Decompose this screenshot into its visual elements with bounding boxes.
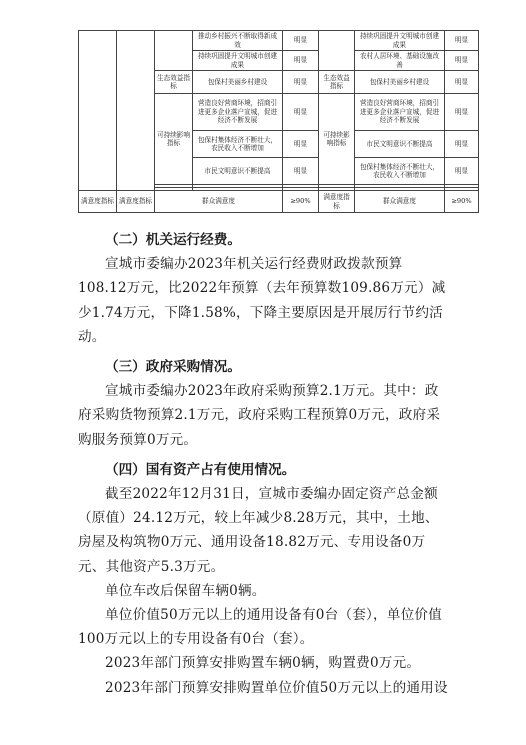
document-body: [78, 228, 450, 700]
performance-indicator-table: [78, 30, 479, 213]
performance-table-container: [78, 30, 472, 213]
table-row: [79, 31, 479, 51]
table-cell: 明显: [445, 158, 479, 185]
table-cell: 明显: [283, 131, 319, 158]
table-cell: 包保村美丽乡村建设: [355, 71, 445, 94]
table-cell: 明显: [445, 131, 479, 158]
table-cell: 群众满意度: [355, 191, 445, 213]
table-cell: 明显: [283, 94, 319, 131]
table-cell: 包保村集体经济不断壮大，农民收入不断增加: [355, 158, 445, 185]
table-cell: ≥90%: [283, 191, 319, 213]
table-cell: 推动乡村振兴不断取得新成效: [193, 31, 283, 51]
table-cell: 生态效益指标: [319, 71, 355, 94]
paragraph-operating-costs: 宣城市委编办2023年机关运行经费财政拨款预算108.12万元，比2022年预算（去年预算数109.86万元）减少1.74万元，下降1.58%，下降主要原因是开展厉行节约活动。: [78, 256, 446, 345]
table-cell: 持续巩固提升文明城市创建成果: [193, 51, 283, 71]
paragraph-equipment: 单位价值50万元以上的通用设备有0台（套），单位价值100万元以上的专用设备有0台（套）。: [78, 607, 443, 648]
table-cell: 明显: [283, 71, 319, 94]
table-cell: 生态效益指标: [155, 71, 193, 94]
table-cell: 明显: [445, 51, 479, 71]
table-cell: 市民文明意识不断提高: [355, 131, 445, 158]
table-cell: 明显: [283, 51, 319, 71]
section-heading-procurement: （三）政府采购情况。: [105, 359, 241, 376]
table-cell: 明显: [283, 158, 319, 185]
paragraph-vehicle-purchase: 2023年部门预算安排购置车辆0辆，购置费0万元。: [105, 655, 421, 672]
table-cell-blank: [117, 31, 155, 191]
table-cell: 持续巩固提升文明城市创建成果: [355, 31, 445, 51]
table-cell: ≥90%: [445, 191, 479, 213]
table-cell-blank: [79, 31, 117, 191]
table-cell-blank: [155, 31, 193, 71]
table-cell: 营造良好营商环境，招商引进更多企业落户宣城，促进经济不断发展: [193, 94, 283, 131]
table-cell: 营造良好营商环境，招商引进更多企业落户宣城，促进经济不断发展: [355, 94, 445, 131]
table-cell-blank: [319, 31, 355, 71]
table-cell: 满意度指标: [319, 191, 355, 213]
paragraph-equipment-purchase: 2023年部门预算安排购置单位价值50万元以上的通用设: [105, 679, 448, 696]
table-cell: 市民文明意识不断提高: [193, 158, 283, 185]
table-cell: 明显: [283, 31, 319, 51]
table-cell: 可持续影响指标: [319, 94, 355, 185]
paragraph-vehicles: 单位车改后保留车辆0辆。: [105, 582, 266, 599]
table-cell: 包保村集体经济不断壮大，农民收入不断增加: [193, 131, 283, 158]
table-cell: 明显: [445, 31, 479, 51]
table-cell: 可持续影响指标: [155, 94, 193, 185]
table-cell: 明显: [445, 94, 479, 131]
paragraph-state-assets: 截至2022年12月31日，宣城市委编办固定资产总金额（原值）24.12万元，较上年减少8.28万元，其中，土地、房屋及构筑物0万元、通用设备18.82万元、专用设备0万元、其他资产5.3万元。: [78, 486, 439, 575]
table-row-satisfaction: [79, 191, 479, 213]
table-cell: 群众满意度: [155, 191, 283, 213]
table-cell: 满意度指标: [117, 191, 155, 213]
table-cell: 满意度指标: [79, 191, 117, 213]
table-cell: 农村人居环境、基础设施改善: [355, 51, 445, 71]
table-cell: 明显: [445, 71, 479, 94]
section-heading-state-assets: （四）国有资产占有使用情况。: [105, 461, 296, 478]
table-cell: 包保村美丽乡村建设: [193, 71, 283, 94]
section-heading-operating-costs: （二）机关运行经费。: [105, 232, 241, 248]
paragraph-procurement: 宣城市委编办2023年政府采购预算2.1万元。其中：政府采购货物预算2.1万元，政府采购工程预算0万元，政府采购服务预算0万元。: [78, 383, 441, 448]
